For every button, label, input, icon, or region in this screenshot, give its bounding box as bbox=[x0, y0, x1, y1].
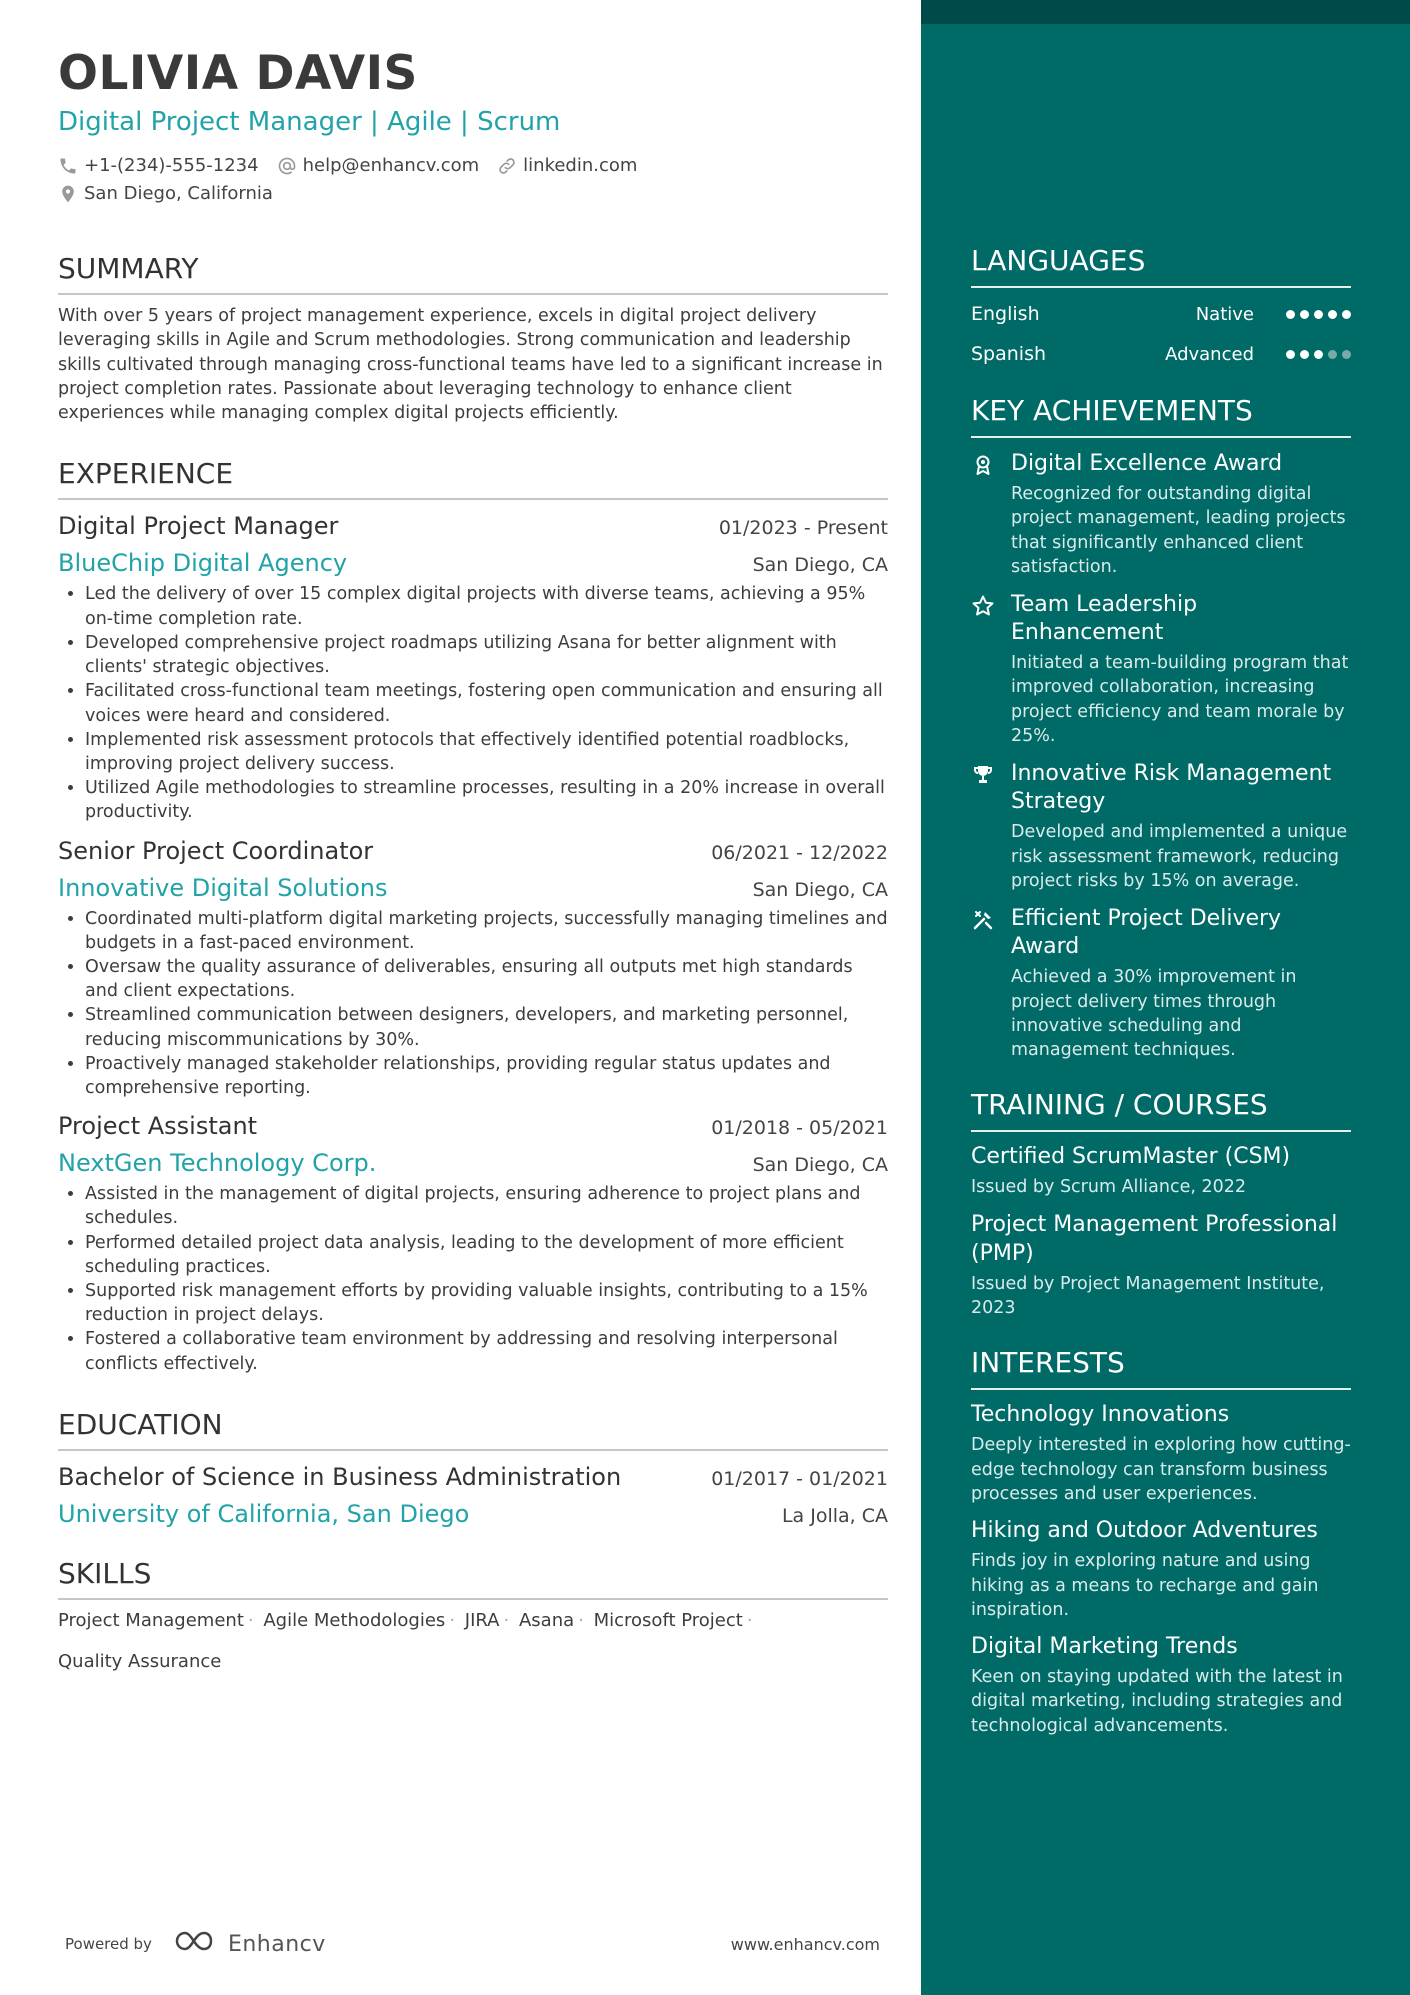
skills-heading: SKILLS bbox=[58, 1557, 888, 1600]
achievement-desc: Initiated a team-building program that improved collaboration, increasing project efficiency and team morale by 25%. bbox=[1011, 653, 1349, 747]
interest-title: Digital Marketing Trends bbox=[971, 1634, 1238, 1660]
powered-by bbox=[65, 1929, 326, 1959]
footer-url[interactable]: www.enhancv.com bbox=[730, 1934, 880, 1954]
achievement-item bbox=[971, 905, 1351, 1062]
brand-name: Enhancv bbox=[227, 1931, 326, 1957]
trophy-icon bbox=[971, 760, 995, 893]
job-bullets bbox=[58, 1182, 888, 1376]
powered-by-label: Powered by bbox=[65, 1935, 152, 1953]
job-bullet: • Coordinated multi-platform digital marketing projects, successfully managing timelines and budgets in a fast-paced environment. bbox=[85, 907, 888, 955]
rating-dot-filled bbox=[1300, 310, 1309, 319]
job-bullets bbox=[58, 907, 888, 1101]
interest-title: Hiking and Outdoor Adventures bbox=[971, 1518, 1318, 1544]
contact-info bbox=[58, 152, 888, 208]
interest-item bbox=[971, 1632, 1351, 1738]
course-desc: Issued by Scrum Alliance, 2022 bbox=[971, 1177, 1247, 1198]
job-company: NextGen Technology Corp. bbox=[58, 1149, 377, 1178]
achievement-desc: Achieved a 30% improvement in project delivery times through innovative scheduling and management techniques. bbox=[1011, 967, 1297, 1061]
job-bullet: • Proactively managed stakeholder relationships, providing regular status updates and comprehensive reporting. bbox=[85, 1052, 888, 1100]
footer bbox=[65, 1929, 880, 1959]
skills-section bbox=[58, 1557, 888, 1682]
job-bullet: • Fostered a collaborative team environment by addressing and resolving interpersonal conflicts effectively. bbox=[85, 1327, 888, 1375]
brand-logo[interactable] bbox=[174, 1929, 326, 1959]
interest-desc: Keen on staying updated with the latest in digital marketing, including strategies and technological advancements. bbox=[971, 1667, 1343, 1736]
degree: Bachelor of Science in Business Administration bbox=[58, 1462, 622, 1491]
interests-section bbox=[971, 1346, 1351, 1738]
interest-title: Technology Innovations bbox=[971, 1402, 1230, 1428]
course-item bbox=[971, 1142, 1351, 1199]
summary-text: With over 5 years of project management experience, excels in digital project delivery leveraging skills in Agile and Scrum methodologies. Strong communication and leadership skills cultivated through managing cross-functional teams have led to a significant increase in project completion rates. Passionate about leveraging technology to enhance client experiences while managing complex digital projects efficiently. bbox=[58, 306, 883, 424]
job-bullet: • Facilitated cross-functional team meetings, fostering open communication and ensuring all voices were heard and considered. bbox=[85, 679, 888, 727]
achievement-desc: Recognized for outstanding digital project management, leading projects that significantly enhanced client satisfaction. bbox=[1011, 484, 1346, 577]
phone-contact bbox=[58, 152, 259, 180]
achievement-title: Team Leadership Enhancement bbox=[1011, 592, 1198, 646]
experience-section bbox=[58, 457, 888, 1375]
award-ribbon-icon bbox=[971, 450, 995, 579]
tools-icon bbox=[971, 905, 995, 1062]
linkedin-text: linkedin.com bbox=[523, 155, 638, 176]
summary-section bbox=[58, 252, 888, 425]
job-bullet: • Implemented risk assessment protocols that effectively identified potential roadblocks, improving project delivery success. bbox=[85, 728, 888, 776]
job-bullet: • Oversaw the quality assurance of deliverables, ensuring all outputs met high standards and client expectations. bbox=[85, 955, 888, 1003]
experience-heading: EXPERIENCE bbox=[58, 457, 888, 500]
job-dates: 01/2023 - Present bbox=[718, 517, 888, 540]
achievement-title: Innovative Risk Management Strategy bbox=[1011, 761, 1332, 815]
job-bullets bbox=[58, 582, 888, 824]
achievement-item bbox=[971, 760, 1351, 893]
achievements-heading: KEY ACHIEVEMENTS bbox=[971, 394, 1351, 438]
skill-item: Project Management bbox=[58, 1609, 244, 1631]
language-rating bbox=[1286, 350, 1351, 359]
job-bullet: • Supported risk management efforts by providing valuable insights, contributing to a 15% reduction in project delays. bbox=[85, 1279, 888, 1327]
phone-icon bbox=[58, 156, 78, 176]
job-bullet: • Assisted in the management of digital projects, ensuring adherence to project plans and schedules. bbox=[85, 1182, 888, 1230]
star-icon bbox=[971, 591, 995, 748]
interest-item bbox=[971, 1516, 1351, 1622]
rating-dot-filled bbox=[1314, 310, 1323, 319]
achievement-desc: Developed and implemented a unique risk assessment framework, reducing project risks by 15% on average. bbox=[1011, 822, 1348, 891]
phone-text: +1-(234)-555-1234 bbox=[84, 155, 259, 176]
language-row bbox=[971, 340, 1351, 368]
infinity-logo-icon bbox=[174, 1929, 220, 1959]
summary-heading: SUMMARY bbox=[58, 252, 888, 295]
language-name: Spanish bbox=[971, 343, 1047, 365]
skills-list: Project Management · Agile Methodologies · JIRA · Asana · Microsoft Project · Quality Assurance bbox=[58, 1609, 753, 1672]
location-text: San Diego, California bbox=[84, 183, 273, 204]
job-bullet: • Utilized Agile methodologies to streamline processes, resulting in a 20% increase in overall productivity. bbox=[85, 776, 888, 824]
interest-desc: Finds joy in exploring nature and using hiking as a means to recharge and gain inspiration. bbox=[971, 1551, 1319, 1620]
school: University of California, San Diego bbox=[58, 1499, 470, 1528]
education-section bbox=[58, 1408, 888, 1529]
sidebar-top-band bbox=[921, 0, 1410, 24]
main-column bbox=[58, 46, 888, 1682]
job-dates: 01/2018 - 05/2021 bbox=[711, 1117, 888, 1140]
job-location: San Diego, CA bbox=[752, 878, 888, 901]
job-location: San Diego, CA bbox=[752, 1154, 888, 1177]
language-level: Advanced bbox=[1165, 343, 1254, 365]
rating-dot-empty bbox=[1342, 350, 1351, 359]
job-entry bbox=[58, 835, 888, 1101]
skill-item: Asana bbox=[518, 1609, 575, 1631]
course-desc: Issued by Project Management Institute, 2023 bbox=[971, 1273, 1325, 1319]
achievement-title: Efficient Project Delivery Award bbox=[1011, 906, 1282, 960]
job-title: Digital Project Manager bbox=[58, 512, 339, 541]
interest-item bbox=[971, 1400, 1351, 1506]
course-title: Certified ScrumMaster (CSM) bbox=[971, 1144, 1291, 1170]
job-bullet: • Led the delivery of over 15 complex digital projects with diverse teams, achieving a 95% on-time completion rate. bbox=[85, 582, 888, 630]
rating-dot-filled bbox=[1328, 310, 1337, 319]
skill-item: Microsoft Project bbox=[593, 1609, 743, 1631]
location-pin-icon bbox=[58, 184, 78, 204]
achievement-title: Digital Excellence Award bbox=[1011, 451, 1283, 476]
job-entry bbox=[58, 1110, 888, 1376]
languages-section bbox=[971, 244, 1351, 368]
achievement-item bbox=[971, 591, 1351, 748]
course-title: Project Management Professional (PMP) bbox=[971, 1211, 1338, 1266]
education-dates: 01/2017 - 01/2021 bbox=[711, 1467, 888, 1490]
rating-dot-filled bbox=[1342, 310, 1351, 319]
email-text: help@enhancv.com bbox=[302, 155, 480, 176]
language-row bbox=[971, 300, 1351, 328]
job-entry bbox=[58, 510, 888, 824]
job-title: Senior Project Coordinator bbox=[58, 836, 374, 865]
education-heading: EDUCATION bbox=[58, 1408, 888, 1451]
skill-item: JIRA bbox=[464, 1609, 500, 1631]
rating-dot-filled bbox=[1300, 350, 1309, 359]
job-title: Project Assistant bbox=[58, 1112, 258, 1141]
job-dates: 06/2021 - 12/2022 bbox=[711, 841, 888, 864]
rating-dot-empty bbox=[1328, 350, 1337, 359]
skill-item: Agile Methodologies bbox=[263, 1609, 446, 1631]
training-section bbox=[971, 1088, 1351, 1320]
job-company: Innovative Digital Solutions bbox=[58, 873, 388, 902]
language-rating bbox=[1286, 310, 1351, 319]
email-contact[interactable] bbox=[277, 152, 480, 180]
achievements-section bbox=[971, 394, 1351, 1062]
rating-dot-filled bbox=[1286, 350, 1295, 359]
candidate-name: OLIVIA DAVIS bbox=[58, 46, 418, 101]
rating-dot-filled bbox=[1314, 350, 1323, 359]
language-level: Native bbox=[1195, 303, 1254, 325]
education-location: La Jolla, CA bbox=[781, 1504, 888, 1527]
linkedin-contact[interactable] bbox=[497, 152, 637, 180]
headline: Digital Project Manager | Agile | Scrum bbox=[58, 107, 561, 137]
location-contact bbox=[58, 180, 273, 208]
language-name: English bbox=[971, 303, 1040, 325]
languages-heading: LANGUAGES bbox=[971, 244, 1351, 288]
training-heading: TRAINING / COURSES bbox=[971, 1088, 1351, 1132]
interests-heading: INTERESTS bbox=[971, 1346, 1351, 1390]
job-company: BlueChip Digital Agency bbox=[58, 549, 348, 578]
course-item bbox=[971, 1210, 1351, 1321]
sidebar bbox=[921, 0, 1410, 1995]
skill-item: Quality Assurance bbox=[58, 1650, 222, 1672]
interest-desc: Deeply interested in exploring how cutting-edge technology can transform business processes and user experiences. bbox=[971, 1435, 1351, 1504]
rating-dot-filled bbox=[1286, 310, 1295, 319]
achievement-item bbox=[971, 450, 1351, 579]
job-bullet: • Developed comprehensive project roadmaps utilizing Asana for better alignment with clients' strategic objectives. bbox=[85, 631, 888, 679]
link-icon bbox=[497, 156, 517, 176]
job-location: San Diego, CA bbox=[752, 554, 888, 577]
education-entry bbox=[58, 1461, 888, 1529]
job-bullet: • Streamlined communication between designers, developers, and marketing personnel, reducing miscommunications by 30%. bbox=[85, 1003, 888, 1051]
job-bullet: • Performed detailed project data analysis, leading to the development of more efficient scheduling practices. bbox=[85, 1231, 888, 1279]
at-icon bbox=[277, 156, 297, 176]
